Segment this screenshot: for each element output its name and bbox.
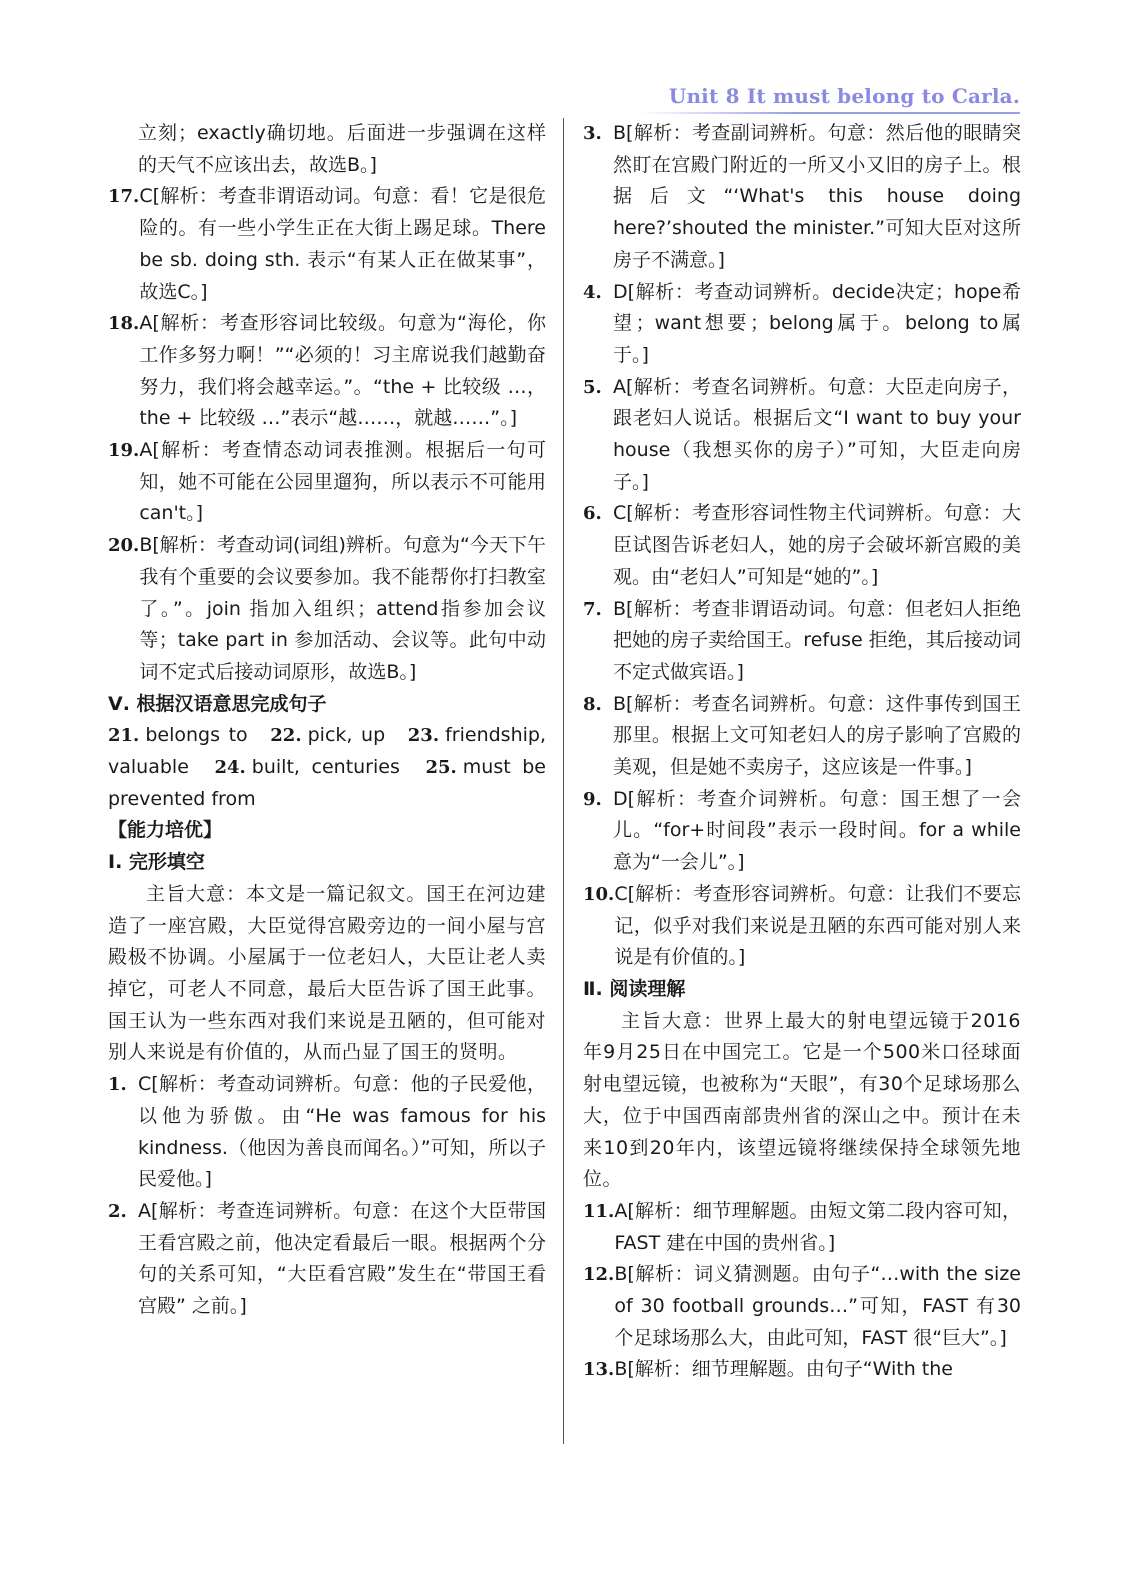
item-text: B[解析：考查非谓语动词。句意：但老妇人拒绝把她的房子卖给国王。refuse 拒绝，其后接动词不定式做宾语。] [613,597,1021,683]
item-text: B[解析：细节理解题。由句子“With the [614,1358,953,1381]
item-text: C[解析：考查形容词辨析。句意：让我们不要忘记，似乎对我们来说是丑陋的东西可能对别人来说是有价值的。] [614,882,1021,969]
blank-number: 21. [108,725,140,747]
section-ii-title: Ⅱ. 阅读理解 [583,977,686,1000]
item-text: B[解析：考查动词(词组)辨析。句意为“今天下午我有个重要的会议要参加。我不能帮你打扫教室了。”。join 指加入组织；attend指参加会议等；take part in 参加活动、会议等。此句中动词不定式后接动词原形，故选B。] [139,534,546,683]
item-number: 11. [583,1200,615,1222]
answer-item [583,1354,1021,1386]
blank-number: 24. [214,757,246,779]
item-text: A[解析：细节理解题。由短文第二段内容可知，FAST 建在中国的贵州省。] [614,1199,1021,1254]
section-v-title: Ⅴ. 根据汉语意思完成句子 [108,692,327,715]
blank-answer: must be prevented from [108,756,546,810]
summary-paragraph-2: 主旨大意：世界上最大的射电望远镜于2016年9月25日在中国完工。它是一个500米口径球面射电望远镜，也被称为“天眼”，有30个足球场那么大，位于中国西南部贵州省的深山之中。预计在未来10到20年内，该望远镜将继续保持全球领先地位。 [583,1009,1021,1191]
answer-item [108,530,546,689]
item-number: 17. [108,186,140,208]
answer-item [108,1069,546,1196]
blank-number: 25. [425,757,457,779]
left-items [108,181,546,688]
item-text: B[解析：考查副词辨析。句意：然后他的眼睛突然盯在宫殿门附近的一所又小又旧的房子上。根据后文“‘What's this house doing here?’shouted the minister.”可知大臣对这所房子不满意。] [613,122,1021,271]
blank-number: 23. [407,725,440,747]
left-items-2 [108,1069,546,1323]
blank-answer: belongs to [145,724,248,747]
item-number: 19. [108,440,140,462]
item-number: 7. [583,598,602,620]
item-text: A[解析：考查连词辨析。句意：在这个大臣带国王看宫殿之前，他决定看最后一眼。根据两个分句的关系可知，“大臣看宫殿”发生在“带国王看宫殿” 之前。] [138,1199,546,1318]
answer-item [583,689,1021,784]
item-number: 10. [583,883,615,905]
item-text: A[解析：考查名词辨析。句意：大臣走向房子，跟老妇人说话。根据后文“I want to buy your house（我想买你的房子）”可知，大臣走向房子。] [613,375,1021,493]
item-number: 13. [583,1359,615,1381]
right-column [583,118,1021,1386]
answer-item [108,1196,546,1323]
item-number: 3. [583,123,602,144]
section-i-title: Ⅰ. 完形填空 [108,851,205,874]
item-text: C[解析：考查形容词性物主代词辨析。句意：大臣试图告诉老妇人，她的房子会破坏新宫殿的美观。由“老妇人”可知是“她的”。] [613,502,1021,588]
item-number: 20. [108,535,140,557]
column-divider [563,118,564,1444]
item-number: 12. [583,1264,615,1286]
answer-item [583,879,1021,974]
answer-item [583,118,1021,277]
item-number: 8. [583,693,602,715]
item-text: A[解析：考查形容词比较级。句意为“海伦，你工作多努力啊！”“必须的！习主席说我们越勤奋努力，我们将会越幸运。”。“the + 比较级 …，the + 比较级 …”表示“越……，就越……”。] [139,312,546,430]
answer-item [108,308,546,435]
item-text: D[解析：考查动词辨析。decide决定；hope希望；want想要；belong属于。belong to属于。] [613,280,1021,366]
right-items [583,118,1021,974]
item-text: C[解析：考查非谓语动词。句意：看！它是很危险的。有一些小学生正在大街上踢足球。There be sb. doing sth. 表示“有某人正在做某事”，故选C。] [139,185,546,303]
item-number: 1. [108,1074,127,1096]
left-column [108,118,546,1323]
ability-heading: 【能力培优】 [108,819,223,842]
blank-answer: built, centuries [251,756,400,779]
right-items-2 [583,1196,1021,1386]
answer-item [583,1259,1021,1354]
answer-item [583,498,1021,593]
item-text: D[解析：考查介词辨析。句意：国王想了一会儿。“for+时间段”表示一段时间。for a while 意为“一会儿”。] [613,787,1021,874]
answer-item [583,372,1021,499]
blank-answer: pick, up [307,724,386,747]
item-text: B[解析：考查名词辨析。句意：这件事传到国王那里。根据上文可知老妇人的房子影响了宫殿的美观，但是她不卖房子，这应该是一件事。] [613,692,1021,779]
blank-number: 22. [270,725,302,747]
answer-item [583,277,1021,372]
item-number: 6. [583,503,602,525]
unit-header: Unit 8 It must belong to Carla. [668,84,1020,108]
item-number: 4. [583,281,602,303]
answer-item [108,435,546,530]
item-number: 2. [108,1200,127,1222]
answer-list [108,720,546,815]
header-rule [640,112,1020,114]
blank-answer: friendship, valuable [108,724,546,779]
item-text: A[解析：考查情态动词表推测。根据后一句可知，她不可能在公园里遛狗，所以表示不可能用can't。] [139,439,546,525]
answer-item [583,1196,1021,1259]
item-number: 9. [583,788,602,810]
answer-item [583,784,1021,879]
item-number: 5. [583,376,602,398]
item-text: B[解析：词义猜测题。由句子“…with the size of 30 football grounds…”可知，FAST 有30个足球场那么大，由此可知，FAST 很“巨大”。] [614,1263,1021,1349]
continued-text: 立刻；exactly确切地。后面进一步强调在这样的天气不应该出去，故选B。] [138,122,546,176]
item-text: C[解析：考查动词辨析。句意：他的子民爱他，以他为骄傲。由“He was famous for his kindness.（他因为善良而闻名。）”可知，所以子民爱他。] [138,1073,546,1191]
answer-item [583,594,1021,689]
item-number: 18. [108,313,140,335]
summary-paragraph: 主旨大意：本文是一篇记叙文。国王在河边建造了一座宫殿，大臣觉得宫殿旁边的一间小屋与宫殿极不协调。小屋属于一位老妇人，大臣让老人卖掉它，可老人不同意，最后大臣告诉了国王此事。国王认为一些东西对我们来说是丑陋的，但可能对别人来说是有价值的，从而凸显了国王的贤明。 [108,882,546,1064]
answer-item [108,181,546,308]
